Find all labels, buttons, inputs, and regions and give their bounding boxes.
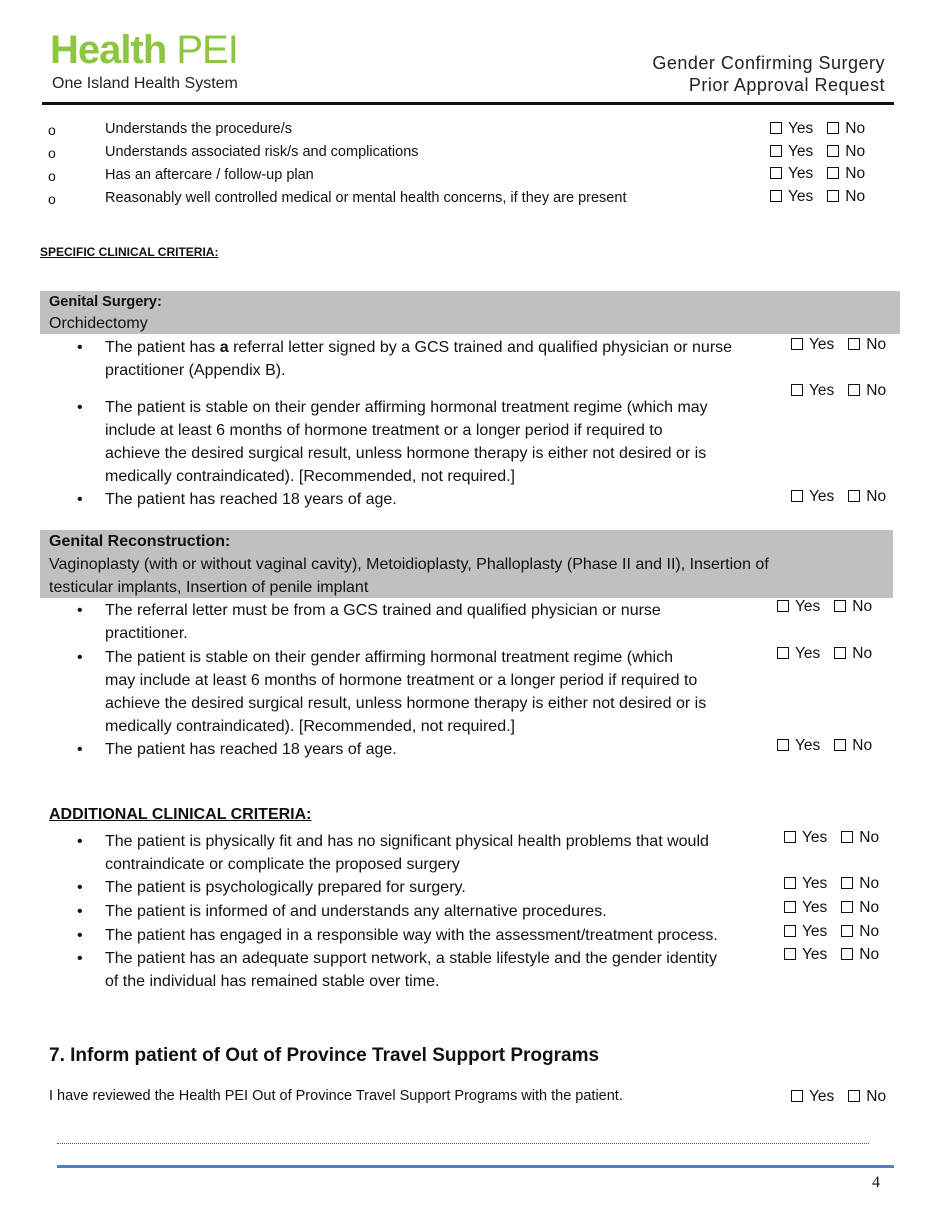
no-label: No <box>852 598 873 615</box>
no-checkbox[interactable] <box>841 948 853 960</box>
yes-checkbox[interactable] <box>791 490 803 502</box>
bullet-dot: • <box>77 602 83 619</box>
no-label: No <box>866 382 887 399</box>
text-segment: The patient has <box>105 339 220 356</box>
yes-no-choice <box>791 1088 886 1106</box>
criteria-item <box>105 646 706 738</box>
page-number: 4 <box>872 1174 880 1191</box>
bullet-dot: • <box>77 950 83 967</box>
yes-label: Yes <box>809 382 835 399</box>
genital-surgery-band <box>40 291 900 334</box>
list-item: Understands the procedure/s <box>105 121 292 137</box>
no-label: No <box>859 875 880 892</box>
criteria-item <box>105 947 717 993</box>
genital-reconstruction-subtitle-line1: Vaginoplasty (with or without vaginal cavity), Metoidioplasty, Phalloplasty (Phase II and II), Insertion of <box>49 556 769 573</box>
yes-checkbox[interactable] <box>777 647 789 659</box>
logo-subtitle: One Island Health System <box>52 75 238 92</box>
genital-surgery-subtitle: Orchidectomy <box>49 315 148 332</box>
yes-label: Yes <box>795 645 821 662</box>
bullet-dot: • <box>77 903 83 920</box>
additional-criteria-heading: ADDITIONAL CLINICAL CRITERIA: <box>49 806 312 823</box>
no-checkbox[interactable] <box>834 647 846 659</box>
no-checkbox[interactable] <box>827 122 839 134</box>
yes-label: Yes <box>795 598 821 615</box>
list-marker: o <box>48 122 56 138</box>
yes-label: Yes <box>788 165 814 182</box>
text-line: practitioner. <box>105 625 188 642</box>
bullet-dot: • <box>77 741 83 758</box>
no-label: No <box>866 488 887 505</box>
text-line: achieve the desired surgical result, unless hormone therapy is either not desired or is <box>105 445 707 462</box>
no-checkbox[interactable] <box>841 877 853 889</box>
yes-no-choice <box>777 737 872 755</box>
yes-label: Yes <box>802 946 828 963</box>
no-label: No <box>859 829 880 846</box>
no-checkbox[interactable] <box>827 145 839 157</box>
criteria-item <box>105 830 709 876</box>
text-line: achieve the desired surgical result, unless hormone therapy is either not desired or is <box>105 695 707 712</box>
yes-label: Yes <box>788 188 814 205</box>
yes-checkbox[interactable] <box>784 831 796 843</box>
yes-no-choice <box>784 923 879 941</box>
no-checkbox[interactable] <box>841 925 853 937</box>
text-line: The patient is stable on their gender affirming hormonal treatment regime (which may <box>105 399 708 416</box>
yes-no-choice <box>791 488 886 506</box>
text-line: may include at least 6 months of hormone treatment or a longer period if required to <box>105 672 698 689</box>
no-label: No <box>859 946 880 963</box>
travel-support-statement: I have reviewed the Health PEI Out of Province Travel Support Programs with the patient. <box>49 1088 623 1104</box>
no-label: No <box>845 120 866 137</box>
no-label: No <box>845 143 866 160</box>
specific-criteria-heading: SPECIFIC CLINICAL CRITERIA: <box>40 245 219 259</box>
text-line: The referral letter must be from a GCS trained and qualified physician or nurse <box>105 602 661 619</box>
section-7-heading: 7. Inform patient of Out of Province Travel Support Programs <box>49 1045 600 1066</box>
yes-no-choice <box>777 598 872 616</box>
document-title-line2: Prior Approval Request <box>688 75 885 95</box>
criteria-item <box>105 599 661 645</box>
genital-surgery-title: Genital Surgery: <box>49 294 162 310</box>
no-checkbox[interactable] <box>848 384 860 396</box>
no-checkbox[interactable] <box>827 190 839 202</box>
yes-label: Yes <box>809 488 835 505</box>
text-line: The patient is stable on their gender affirming hormonal treatment regime (which <box>105 649 673 666</box>
bullet-dot: • <box>77 879 83 896</box>
list-marker: o <box>48 168 56 184</box>
yes-no-choice <box>784 875 879 893</box>
logo-accent-text: PEI <box>176 28 238 72</box>
criteria-item: The patient has reached 18 years of age. <box>105 491 397 508</box>
text-segment: referral letter signed by a GCS trained and qualified physician or nurse <box>228 339 733 356</box>
yes-label: Yes <box>788 120 814 137</box>
yes-label: Yes <box>802 899 828 916</box>
bullet-dot: • <box>77 339 83 356</box>
yes-checkbox[interactable] <box>791 1090 803 1102</box>
yes-checkbox[interactable] <box>784 877 796 889</box>
no-checkbox[interactable] <box>848 338 860 350</box>
criteria-item <box>105 396 708 488</box>
yes-checkbox[interactable] <box>770 145 782 157</box>
text-line: include at least 6 months of hormone treatment or a longer period if required to <box>105 422 663 439</box>
no-label: No <box>866 336 887 353</box>
bullet-dot: • <box>77 491 83 508</box>
document-title-line1: Gender Confirming Surgery <box>652 53 885 73</box>
yes-checkbox[interactable] <box>777 600 789 612</box>
yes-checkbox[interactable] <box>791 338 803 350</box>
yes-no-choice <box>791 382 886 400</box>
yes-checkbox[interactable] <box>777 739 789 751</box>
list-marker: o <box>48 191 56 207</box>
yes-label: Yes <box>809 336 835 353</box>
list-item: Reasonably well controlled medical or mental health concerns, if they are present <box>105 190 627 206</box>
yes-no-choice <box>770 120 865 138</box>
footer-rule <box>57 1165 894 1168</box>
yes-checkbox[interactable] <box>784 948 796 960</box>
health-pei-logo <box>50 28 238 72</box>
yes-checkbox[interactable] <box>784 925 796 937</box>
yes-label: Yes <box>788 143 814 160</box>
yes-no-choice <box>770 143 865 161</box>
text-line: medically contraindicated). [Recommended, not required.] <box>105 468 515 485</box>
no-label: No <box>859 899 880 916</box>
no-label: No <box>866 1088 887 1105</box>
yes-label: Yes <box>802 875 828 892</box>
bullet-dot: • <box>77 399 83 416</box>
list-marker: o <box>48 145 56 161</box>
text-line: The patient is physically fit and has no significant physical health problems that would <box>105 833 709 850</box>
list-item: Understands associated risk/s and complications <box>105 144 419 160</box>
no-label: No <box>859 923 880 940</box>
text-line: of the individual has remained stable over time. <box>105 973 440 990</box>
no-checkbox[interactable] <box>848 490 860 502</box>
criteria-item: The patient is psychologically prepared for surgery. <box>105 879 466 896</box>
no-label: No <box>845 188 866 205</box>
bullet-dot: • <box>77 927 83 944</box>
list-item: Has an aftercare / follow-up plan <box>105 167 314 183</box>
no-label: No <box>852 737 873 754</box>
yes-no-choice <box>791 336 886 354</box>
yes-no-choice <box>784 899 879 917</box>
yes-no-choice <box>770 188 865 206</box>
header-rule <box>42 102 894 105</box>
yes-label: Yes <box>802 829 828 846</box>
no-checkbox[interactable] <box>834 600 846 612</box>
yes-checkbox[interactable] <box>770 122 782 134</box>
criteria-item: The patient is informed of and understands any alternative procedures. <box>105 903 607 920</box>
text-line: medically contraindicated). [Recommended, not required.] <box>105 718 515 735</box>
criteria-item <box>105 336 732 382</box>
bullet-dot: • <box>77 833 83 850</box>
yes-label: Yes <box>795 737 821 754</box>
text-line: contraindicate or complicate the proposed surgery <box>105 856 460 873</box>
no-checkbox[interactable] <box>827 167 839 179</box>
text-line: The patient has an adequate support network, a stable lifestyle and the gender identity <box>105 950 717 967</box>
no-checkbox[interactable] <box>841 831 853 843</box>
dotted-separator <box>57 1143 869 1144</box>
yes-checkbox[interactable] <box>770 190 782 202</box>
no-checkbox[interactable] <box>834 739 846 751</box>
logo-main-text: Health <box>50 28 167 72</box>
yes-no-choice <box>777 645 872 663</box>
yes-no-choice <box>770 165 865 183</box>
bullet-dot: • <box>77 649 83 666</box>
yes-checkbox[interactable] <box>791 384 803 396</box>
genital-reconstruction-subtitle-line2: testicular implants, Insertion of penile implant <box>49 579 369 596</box>
yes-label: Yes <box>802 923 828 940</box>
document-title <box>652 52 885 96</box>
genital-reconstruction-title: Genital Reconstruction: <box>49 533 231 550</box>
criteria-item: The patient has engaged in a responsible way with the assessment/treatment process. <box>105 927 718 944</box>
yes-no-choice <box>784 946 879 964</box>
criteria-item: The patient has reached 18 years of age. <box>105 741 397 758</box>
yes-checkbox[interactable] <box>770 167 782 179</box>
text-segment: practitioner (Appendix B). <box>105 362 286 379</box>
yes-no-choice <box>784 829 879 847</box>
no-label: No <box>845 165 866 182</box>
yes-label: Yes <box>809 1088 835 1105</box>
emphasis-text: a <box>219 339 229 356</box>
no-label: No <box>852 645 873 662</box>
no-checkbox[interactable] <box>848 1090 860 1102</box>
yes-checkbox[interactable] <box>784 901 796 913</box>
no-checkbox[interactable] <box>841 901 853 913</box>
